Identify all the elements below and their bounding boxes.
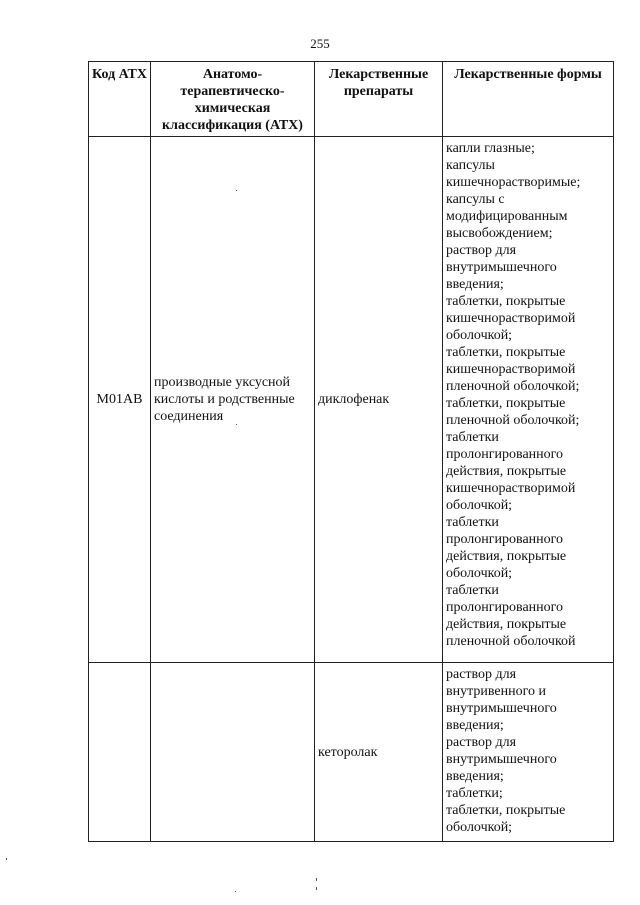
scan-speck [316, 878, 317, 881]
dosage-form-line: высвобождением; [446, 226, 553, 241]
dosage-form-line: внутривенного и [446, 684, 546, 699]
page-number: 255 [310, 36, 330, 51]
table-row [89, 137, 614, 663]
dosage-form-line: раствор для [446, 667, 517, 682]
dosage-form-line: внутримышечного [446, 260, 557, 275]
dosage-form-line: введения; [446, 718, 504, 733]
drug-cell: кеторолак [315, 663, 443, 842]
scan-speck [235, 891, 236, 892]
dosage-form-line: пленочной оболочкой [446, 634, 576, 649]
scan-speck [236, 424, 237, 425]
dosage-form-line: действия, покрытые [446, 464, 567, 479]
classification-cell: производные уксусной кислоты и родственные соединения [151, 137, 315, 663]
dosage-form-line: таблетки [446, 430, 499, 445]
dosage-form-line: оболочкой; [446, 498, 513, 513]
dosage-form-line: введения; [446, 277, 504, 292]
dosage-form-line: внутримышечного [446, 752, 557, 767]
dosage-form-line: капсулы с [446, 192, 505, 207]
header-atc-code: Код АТХ [89, 62, 151, 137]
dosage-form-line: раствор для [446, 243, 517, 258]
table-row [89, 663, 614, 842]
scan-speck [6, 858, 7, 860]
dosage-form-line: кишечнорастворимые; [446, 175, 581, 190]
dosage-form-line: внутримышечного [446, 701, 557, 716]
dosage-forms-cell [443, 663, 614, 842]
dosage-form-line: введения; [446, 769, 504, 784]
dosage-form-line: таблетки, покрытые [446, 294, 566, 309]
scan-speck [316, 887, 317, 890]
dosage-form-line: раствор для [446, 735, 517, 750]
dosage-form-line: кишечнорастворимой [446, 362, 576, 377]
dosage-form-line: таблетки, покрытые [446, 396, 566, 411]
atc-drug-table [88, 61, 614, 842]
table-header-row [89, 62, 614, 137]
dosage-form-line: таблетки, покрытые [446, 803, 566, 818]
classification-cell [151, 663, 315, 842]
dosage-form-line: оболочкой; [446, 328, 513, 343]
dosage-form-line: пролонгированного [446, 447, 564, 462]
dosage-form-line: оболочкой; [446, 820, 513, 835]
dosage-form-line: капли глазные; [446, 141, 535, 156]
dosage-form-line: кишечнорастворимой [446, 481, 576, 496]
scan-speck [236, 190, 237, 191]
dosage-forms-cell [443, 137, 614, 663]
dosage-form-line: действия, покрытые [446, 549, 567, 564]
atc-code-cell [89, 663, 151, 842]
dosage-form-line: таблетки [446, 583, 499, 598]
drug-cell: диклофенак [315, 137, 443, 663]
dosage-form-line: пленочной оболочкой; [446, 413, 580, 428]
dosage-form-line: пролонгированного [446, 600, 564, 615]
header-atc-classification: Анатомо-терапевтическо-химическая классификация (АТХ) [151, 62, 315, 137]
dosage-form-line: таблетки [446, 515, 499, 530]
dosage-form-line: кишечнорастворимой [446, 311, 576, 326]
dosage-form-line: пленочной оболочкой; [446, 379, 580, 394]
dosage-form-line: капсулы [446, 158, 495, 173]
dosage-form-line: оболочкой; [446, 566, 513, 581]
atc-code-cell: M01AB [89, 137, 151, 663]
dosage-form-line: пролонгированного [446, 532, 564, 547]
header-dosage-forms: Лекарственные формы [443, 62, 614, 137]
dosage-form-line: таблетки; [446, 786, 503, 801]
header-drugs: Лекарственные препараты [315, 62, 443, 137]
dosage-form-line: модифицированным [446, 209, 568, 224]
dosage-form-line: действия, покрытые [446, 617, 567, 632]
dosage-form-line: таблетки, покрытые [446, 345, 566, 360]
